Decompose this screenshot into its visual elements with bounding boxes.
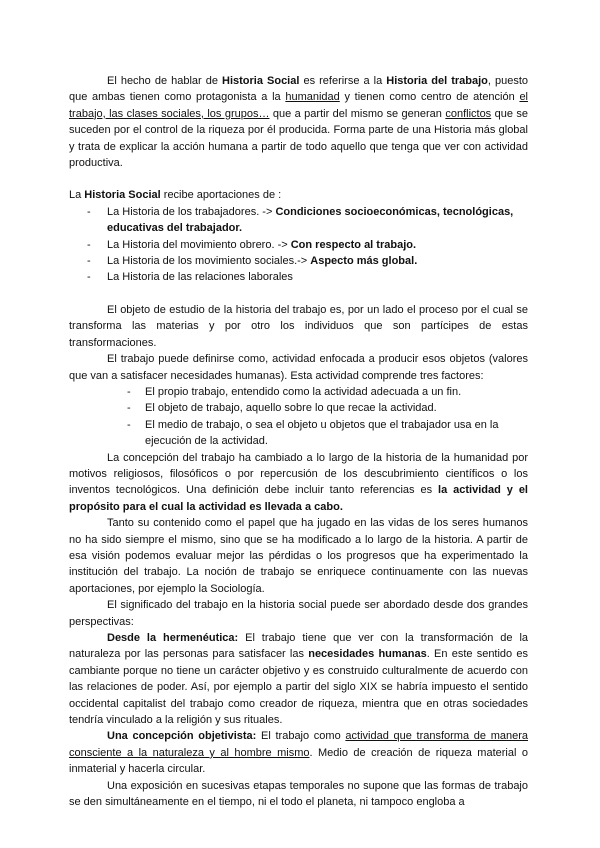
paragraph-significado: El significado del trabajo en la historia social puede ser abordado desde dos grandes perspectivas: (69, 599, 528, 628)
paragraph-intro: El hecho de hablar de Historia Social es referirse a la Historia del trabajo, puesto que ambas tienen como protagonista a la humanidad y tienen como centro de atención el trabajo, las clases sociales, los grupos… que a partir del mismo se generan conflictos que se suceden por el control de la riqueza por él producida. Forma parte de una Historia más global y trata de explicar la acción humana a partir de todo aquello que tenga que ver con actividad productiva. (69, 75, 528, 170)
paragraph-objetivista: Una concepción objetivista: El trabajo como actividad que transforma de manera consciente a la naturaleza y al hombre mismo. Medio de creación de riqueza material o inmaterial y hacerla circular. (69, 730, 528, 776)
list-item: - El medio de trabajo, o sea el objeto u objetos que el trabajador usa en la ejecución de la actividad. (69, 417, 528, 450)
paragraph-contenido: Tanto su contenido como el papel que ha jugado en las vidas de los seres humanos no ha sido siempre el mismo, sino que se ha modificado a lo largo de la historia. A partir de esa visión podemos evaluar mejor las pérdidas o los progresos que ha experimentado la institución del trabajo. La noción de trabajo se enriquece continuamente con las nuevas aportaciones, por ejemplo la Sociología. (69, 517, 528, 595)
list-item: - El objeto de trabajo, aquello sobre lo que recae la actividad. (69, 400, 528, 416)
list-item: - La Historia de los movimiento sociales.-> Aspecto más global. (69, 253, 528, 269)
paragraph-concepcion: La concepción del trabajo ha cambiado a lo largo de la historia de la humanidad por motivos religiosos, filosóficos o por repercusión de los descubrimiento científicos o los inventos tecnológicos. Una definición debe incluir tanto referencias es la actividad y el propósito para el cual la actividad es llevada a cabo. (69, 451, 528, 513)
list-item: - La Historia del movimiento obrero. -> Con respecto al trabajo. (69, 237, 528, 253)
paragraph-exposicion: Una exposición en sucesivas etapas temporales no supone que las formas de trabajo se den simultáneamente en el tiempo, ni el todo el planeta, ni tampoco engloba a (69, 779, 528, 809)
paragraph-objeto: El objeto de estudio de la historia del trabajo es, por un lado el proceso por el cual se transforma las materias y por otro los individuos que son partícipes de estas transformaciones. (69, 303, 528, 349)
body-text (69, 73, 528, 810)
aportaciones-list (69, 204, 528, 286)
factores-list (69, 384, 528, 450)
paragraph-aportaciones: La Historia Social recibe aportaciones de : (69, 189, 282, 202)
list-item: - La Historia de las relaciones laborales (69, 269, 528, 285)
paragraph-hermeneutica: Desde la hermenéutica: El trabajo tiene que ver con la transformación de la naturaleza por las personas para satisfacer las necesidades humanas. En este sentido es cambiante porque no tiene un carácter objetivo y es construido culturalmente de acuerdo con las relaciones de poder. Así, por ejemplo a partir del siglo XIX se habría impuesto el sentido occidental capitalist del trabajo como creador de riqueza, mientra que en otras sociedades tendría vinculado a la religión y sus rituales. (69, 632, 529, 727)
list-item: - La Historia de los trabajadores. -> Condiciones socioeconómicas, tecnológicas, educativas del trabajador. (69, 204, 528, 237)
list-item: - El propio trabajo, entendido como la actividad adecuada a un fin. (69, 384, 528, 400)
paragraph-definicion: El trabajo puede definirse como, actividad enfocada a producir esos objetos (valores que van a satisfacer necesidades humanas). Esta actividad comprende tres factores: (69, 353, 528, 382)
